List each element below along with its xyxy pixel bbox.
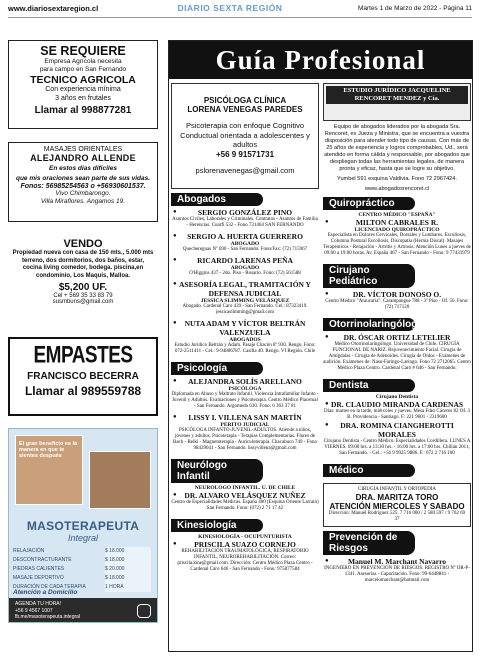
price-item: $ 18.000 <box>105 575 125 581</box>
ad-footer <box>9 598 157 622</box>
section-abogados: Abogados <box>171 193 263 206</box>
ad-phone: Llamar al 989559788 <box>24 384 142 398</box>
section-kinesiologia: Kinesiología <box>171 519 263 532</box>
entry-name: ● NUTA ADAM Y VÍCTOR BELTRÁN VALENZUELA <box>171 319 319 337</box>
ad-title: MASAJES ORIENTALES <box>43 146 123 153</box>
abogado-entry <box>171 280 319 316</box>
abogado-entry <box>171 319 319 355</box>
ad-line: Empresa Agrícola necesita <box>44 58 122 65</box>
entry-role: KINESIOLOGÍA - OCUPUNTURISTA <box>198 534 292 540</box>
entry-name: ● SERGIO GONZÁLEZ PINO <box>171 208 319 217</box>
ad-domicilio: Atención a Domicilio <box>13 589 78 596</box>
entry-name: ● MILTON CABRALES R. <box>323 218 471 227</box>
page-header <box>0 0 480 16</box>
service-item: MASAJE DEPORTIVO <box>13 575 64 581</box>
guia-column-left <box>171 83 319 576</box>
instagram-icon <box>137 604 151 618</box>
entry-role: ABOGADO <box>230 241 260 247</box>
psico-name: LORENA VENEGAS PAREDES <box>187 105 303 114</box>
entry-info: Diplomada en Abuso y Maltrato Infantil. Violencia Intrafamiliar Infanto - Juvenil y Adultos. Evaluaciones y Psicoterapia. Centro Médico Placetual - San Fernando. Argomedo 630. Fono: 6 363 37 81 <box>171 392 319 409</box>
service-item: RELAJACIÓN <box>13 548 45 554</box>
ad-name: FRANCISCO BECERRA <box>27 371 139 382</box>
estudio-contact: Yumbel 591 esquina Valdivia. Fono 72 2967424. <box>337 176 457 182</box>
psico-desc: Psicoterapia con enfoque Cognitivo Conductual orientada a adolescentes y adultos <box>180 121 310 149</box>
ad-agenda: AGENDA TU HORA! <box>15 601 62 607</box>
entry-role: ABOGADO <box>230 265 260 271</box>
service-item: DESCONTRACTURANTE <box>13 557 72 563</box>
dentista-entry <box>323 394 471 457</box>
service-item: PIEDRAS CALIENTES <box>13 566 65 572</box>
ad-masajes <box>8 142 158 222</box>
otorrino-entry <box>323 333 471 372</box>
ad-price: $5,200 UF. <box>58 282 108 293</box>
abogado-entry <box>171 256 319 277</box>
entry-info: Centro de Especialidades Médicas. Espaňa 400 (Esquina Oriente Larrain) San Fernando. Fono: (072) 2 71 17 42 <box>171 500 319 511</box>
entry-name: ● DR. ÓSCAR ORTIZ LETELIER <box>323 333 471 342</box>
entry-name: ● DR. CLAUDIO MIRANDA CARDENAS <box>323 400 471 409</box>
section-otorrino: Otorrinolaringólogo <box>323 318 415 331</box>
ad-vendo <box>8 235 158 325</box>
entry-info: Cirujano Dentista - Centro Médico. Especialidades Cordillera. LUNES A VIERNES. 09:00 hrs. a 13:30 hrs. - 16:00 hrs. a 17:00 hrs. Chillán 2011, San Fernando. - Cel.: +56 9 9925 9886. F.: 072 2 716 100 <box>323 439 471 456</box>
ad-role: TECNICO AGRICOLA <box>30 74 136 86</box>
ad-email: susmbuns@gmail.com <box>52 299 114 305</box>
ad-name: ALEJANDRO ALLENDE <box>30 153 136 163</box>
neurologo-entry <box>171 485 319 512</box>
ad-phone: Fonos: 56985254563 o +56930601537. <box>20 183 146 190</box>
entry-org: CENTRO MÉDICO "ESPAÑA" <box>358 212 436 218</box>
ad-line: 3 años en frutales <box>55 94 111 102</box>
section-neurologo: Neurólogo Infantil <box>171 459 263 483</box>
entry-role: JESSICA SLIMMING VELÁSQUEZ <box>200 298 290 304</box>
entry-name: ● SERGIO A. HUERTA GUERRERO <box>171 232 319 241</box>
section-cirujano: Cirujano Pediátrico <box>323 264 415 288</box>
psico-email: pslorenavenegas@gmail.com <box>195 165 295 175</box>
medico-entry <box>323 483 471 527</box>
ad-line: para campo en San Fernando <box>39 66 127 73</box>
section-dentista: Dentista <box>323 379 415 392</box>
psico-phone: +56 9 91571731 <box>215 149 275 159</box>
entry-name: ● PRISCILA SUAZO CORNEJO <box>171 540 319 549</box>
ad-phone: Llamar al 998877281 <box>34 105 132 116</box>
classifieds-column <box>8 40 158 623</box>
price-item: 1 HORA <box>105 584 124 590</box>
entry-info: PSICÓLOGA INFANTO-JUVENIL-ADULTOS. Atiende a niños, jóvenes y adultos. Psicoterapia - Terapias Complementarias. Flores de Bach - Reiki - Magnetoterapia - Auriculoterapia. Chacabuco 749 - Fono 98439041 - San Fernando. lissyvillena@gmail.com <box>173 428 317 451</box>
entry-name: ● Manuel M. Marchant Navarro <box>323 557 471 566</box>
entry-info: Especialista en Dolores Cervicales, Dorsales y Lumbares. Escoliosis, Columna Postural Escoliosis, Discopatia (Hernia Discal). Masajes Terapéuticos - Relajación - Artritis y Artrosis. Atención Lunes a jueves de 09:00 a 19:00 horas. Av. España 467 - San Fernando - Fono: 9 77433979 <box>323 233 471 256</box>
entry-name: ● ALEJANDRA SOLÍS ARELLANO <box>171 377 319 386</box>
ad-title: SE REQUIERE <box>40 44 126 58</box>
entry-role: PERITO JUDICIAL <box>220 422 270 428</box>
entry-org: CIRUGÍA INFANTIL Y ORTOPEDIA <box>358 487 436 492</box>
entry-info: Quechereguas Nº 690 - San Fernando. Fono/Fax: (72) 715967 <box>182 247 308 252</box>
psico-ad <box>171 83 319 189</box>
ad-phone: +56 9 4567 1007 <box>15 607 53 614</box>
massage-photo <box>89 451 151 509</box>
entry-role: ABOGADOS <box>229 337 261 343</box>
guia-column-right <box>323 83 471 587</box>
cirujano-entry <box>323 290 471 311</box>
section-quiropractico: Quiropráctico <box>323 197 415 210</box>
entry-info: Abogado. Cardenal Caro 439 - San Fernando. Cel.: 87323419. jessicaslimming@gmail.com <box>182 304 308 315</box>
entry-info: Estudio Jurídico Beltrán y Adam. Pasaje Chacón 8º 930. Rengo. Fono: 072-2511411 - Cel.: 9-94806787. Casilla 40. Rengo. VI Región. Chile <box>174 343 316 354</box>
entry-org: Cirujano Dentista <box>375 394 419 400</box>
entry-name: ● DRA. ROMINA CIANGHEROTTI MORALES <box>323 421 471 439</box>
ad-title: MASOTERAPEUTA <box>26 519 140 533</box>
entry-name: ● ASESORÍA LEGAL, TRAMITACIÓN Y DEFENSA JUDICIAL <box>171 280 319 298</box>
riesgos-entry <box>323 557 471 584</box>
abogado-entry <box>171 208 319 229</box>
ad-line: Con experiencia mínima <box>45 86 121 93</box>
entry-info: O'Higgins 437 - 2do. Piso - Rosario. Fono: (72) 561588 <box>189 271 301 276</box>
ad-facebook: fb.me/masoterapeuta.integral <box>15 614 81 620</box>
ad-address: Villa Miraflores. Angamos 19. <box>40 197 126 205</box>
service-item: DURACIÓN DE CADA TERAPIA <box>13 584 86 590</box>
entry-info: REHABILITACIÓN TRAUMATOLÓGICA, RESPIRATORIO INFANTIL, NEUROREHABILITACIÓN. Correo: priscila.kine@gmail.com. Dirección: Centro Médico Plaza Centro - Cardenal Caro 646 - San Fernando - Fono: 975877584 <box>177 549 313 572</box>
ad-masoterapeuta <box>8 428 158 623</box>
ad-se-requiere <box>8 40 158 129</box>
ad-title: VENDO <box>63 238 103 250</box>
header-rule <box>8 17 472 18</box>
quiropractico-entry <box>323 212 471 257</box>
entry-name: ● DR. VÍCTOR DONOSO O. <box>323 290 471 299</box>
ad-empastes <box>8 337 158 416</box>
entry-info: Días: martes en la tarde, miércoles y jueves. Mesa Fdez Cáceres 82 Of. 3 B. Providencia - Santiago. F: 221 9601 - 2319600 <box>323 409 471 420</box>
service-list <box>13 547 97 592</box>
date-page: Martes 1 de Marzo de 2022 - Página 11 <box>357 4 472 12</box>
guia-profesional <box>168 40 473 652</box>
estudio-title: ESTUDIO JURÍDICO JACQUELINE RENCORET MENDEZ y Cía. <box>326 86 468 104</box>
entry-role: NEUROLOGO INFANTIL. U. DE CHILE <box>194 485 296 491</box>
entry-name: ● LISSY I. VILLENA SAN MARTÍN <box>171 413 319 422</box>
estudio-web[interactable]: www.abogadosrencoret.cl <box>364 186 430 192</box>
entry-role: LICENCIADO QUIROPRÁCTICO <box>354 227 440 233</box>
entry-name: ● RICARDO LARENAS PEÑA <box>171 256 319 265</box>
section-psicologia: Psicología <box>171 362 263 375</box>
section-riesgos: Prevención de Riesgos <box>323 531 415 555</box>
price-list <box>105 547 151 592</box>
entry-info: Centro Médico "Araucaria". Carampangue 788 - 3º Piso - Of. 56. Fono: (72) 717120 <box>325 299 469 310</box>
estudio-body: Equipo de abogados liderados por la abogada Sra. Rencoret, ex Jueza y Ministra, que se encuentra a vuestra disposición para atender todo tipo de causas. Con más de 25 años de experiencia y logros comprobables, Ud., será atendido en forma cálida y responsable, por abogados que despliegan todas las herramientas legales, de manera pronta y eficaz, hasta que se logre su objetivo. <box>324 124 470 172</box>
ad-subtitle: Integral <box>67 533 99 543</box>
price-item: $ 18.000 <box>105 557 125 563</box>
psicologia-entry <box>171 413 319 452</box>
entry-days: ATENCIÓN MIERCOLES Y SABADO <box>329 502 465 511</box>
ad-address: Vivo Chimbarongo. <box>55 190 111 197</box>
entry-info: Dirección: Manuel Rodriguez 525. 7 716 000 / 2 580 597 / 9 762 69 37 <box>328 511 466 522</box>
entry-name: DRA. MARITZA TORO <box>355 493 439 502</box>
guia-title: Guía Profesional <box>169 41 472 79</box>
section-medico: Médico <box>323 464 415 477</box>
price-item: $ 20.000 <box>105 566 125 572</box>
entry-info: Médico Otorrinolaringólogo. Universidad de Chile. CIRUGÍA FUNCIONAL DE NARIZ. Rejuvenecimiento Facial. Cirugía de Amígdalas - Cirugía de Adenoides. Cirugía de Oídos - Exámenes de audición. Exámenes de: Naso-Faringo-Laringo. Fono 72 2712065. Centro Médico Plaza Centro. Cardenal Caro # 646 - San Fernando. <box>323 342 471 371</box>
ad-phone: Cel + 569 35 33 83 79 <box>53 293 113 299</box>
site-url[interactable]: www.diariosextaregion.cl <box>8 3 99 13</box>
entry-name: ● DR. ALVARO VELÁSQUEZ NUÑEZ <box>171 491 319 500</box>
estudio-juridico-banner <box>323 83 471 121</box>
entry-info: INGENIERO EN PREVENCIÓN DE RIESGOS. REGISTRO Nº OR-P-1341. Asesorías - Capacitación. Fono: 99-6448841 - marcelomarchant@hotmail.com <box>324 566 470 583</box>
psicologia-entry <box>171 377 319 410</box>
masthead: DIARIO SEXTA REGIÓN <box>177 3 283 13</box>
ad-quote: El gran beneficio es la manera en que te sientes después <box>19 441 78 459</box>
psico-title: PSICÓLOGA CLÍNICA <box>203 96 287 105</box>
entry-info: Asuntos Civiles, Laborales y Criminales. Contratos - Asuntos de Familia - Herencias. Cuarfi 532 - Fono 731464 SAN FERNANDO <box>172 217 318 228</box>
ad-line: que mis oraciones sean parte de sus vidas. <box>15 175 151 182</box>
kinesiologia-entry <box>171 534 319 573</box>
ad-body: Propiedad nueva con casa de 150 mts., 5.000 mts terreno, dos dormitorios, dos baños, estar, cocina living comedor, bodega. piscina,en condominio, Los Maquis, Malloa. <box>12 250 154 279</box>
ad-line: En estos días difíciles <box>49 165 117 172</box>
price-item: $ 18.000 <box>105 548 125 554</box>
abogado-entry <box>171 232 319 253</box>
ad-title: EMPASTES <box>33 342 133 369</box>
entry-role: PSICÓLOGA <box>228 386 262 392</box>
